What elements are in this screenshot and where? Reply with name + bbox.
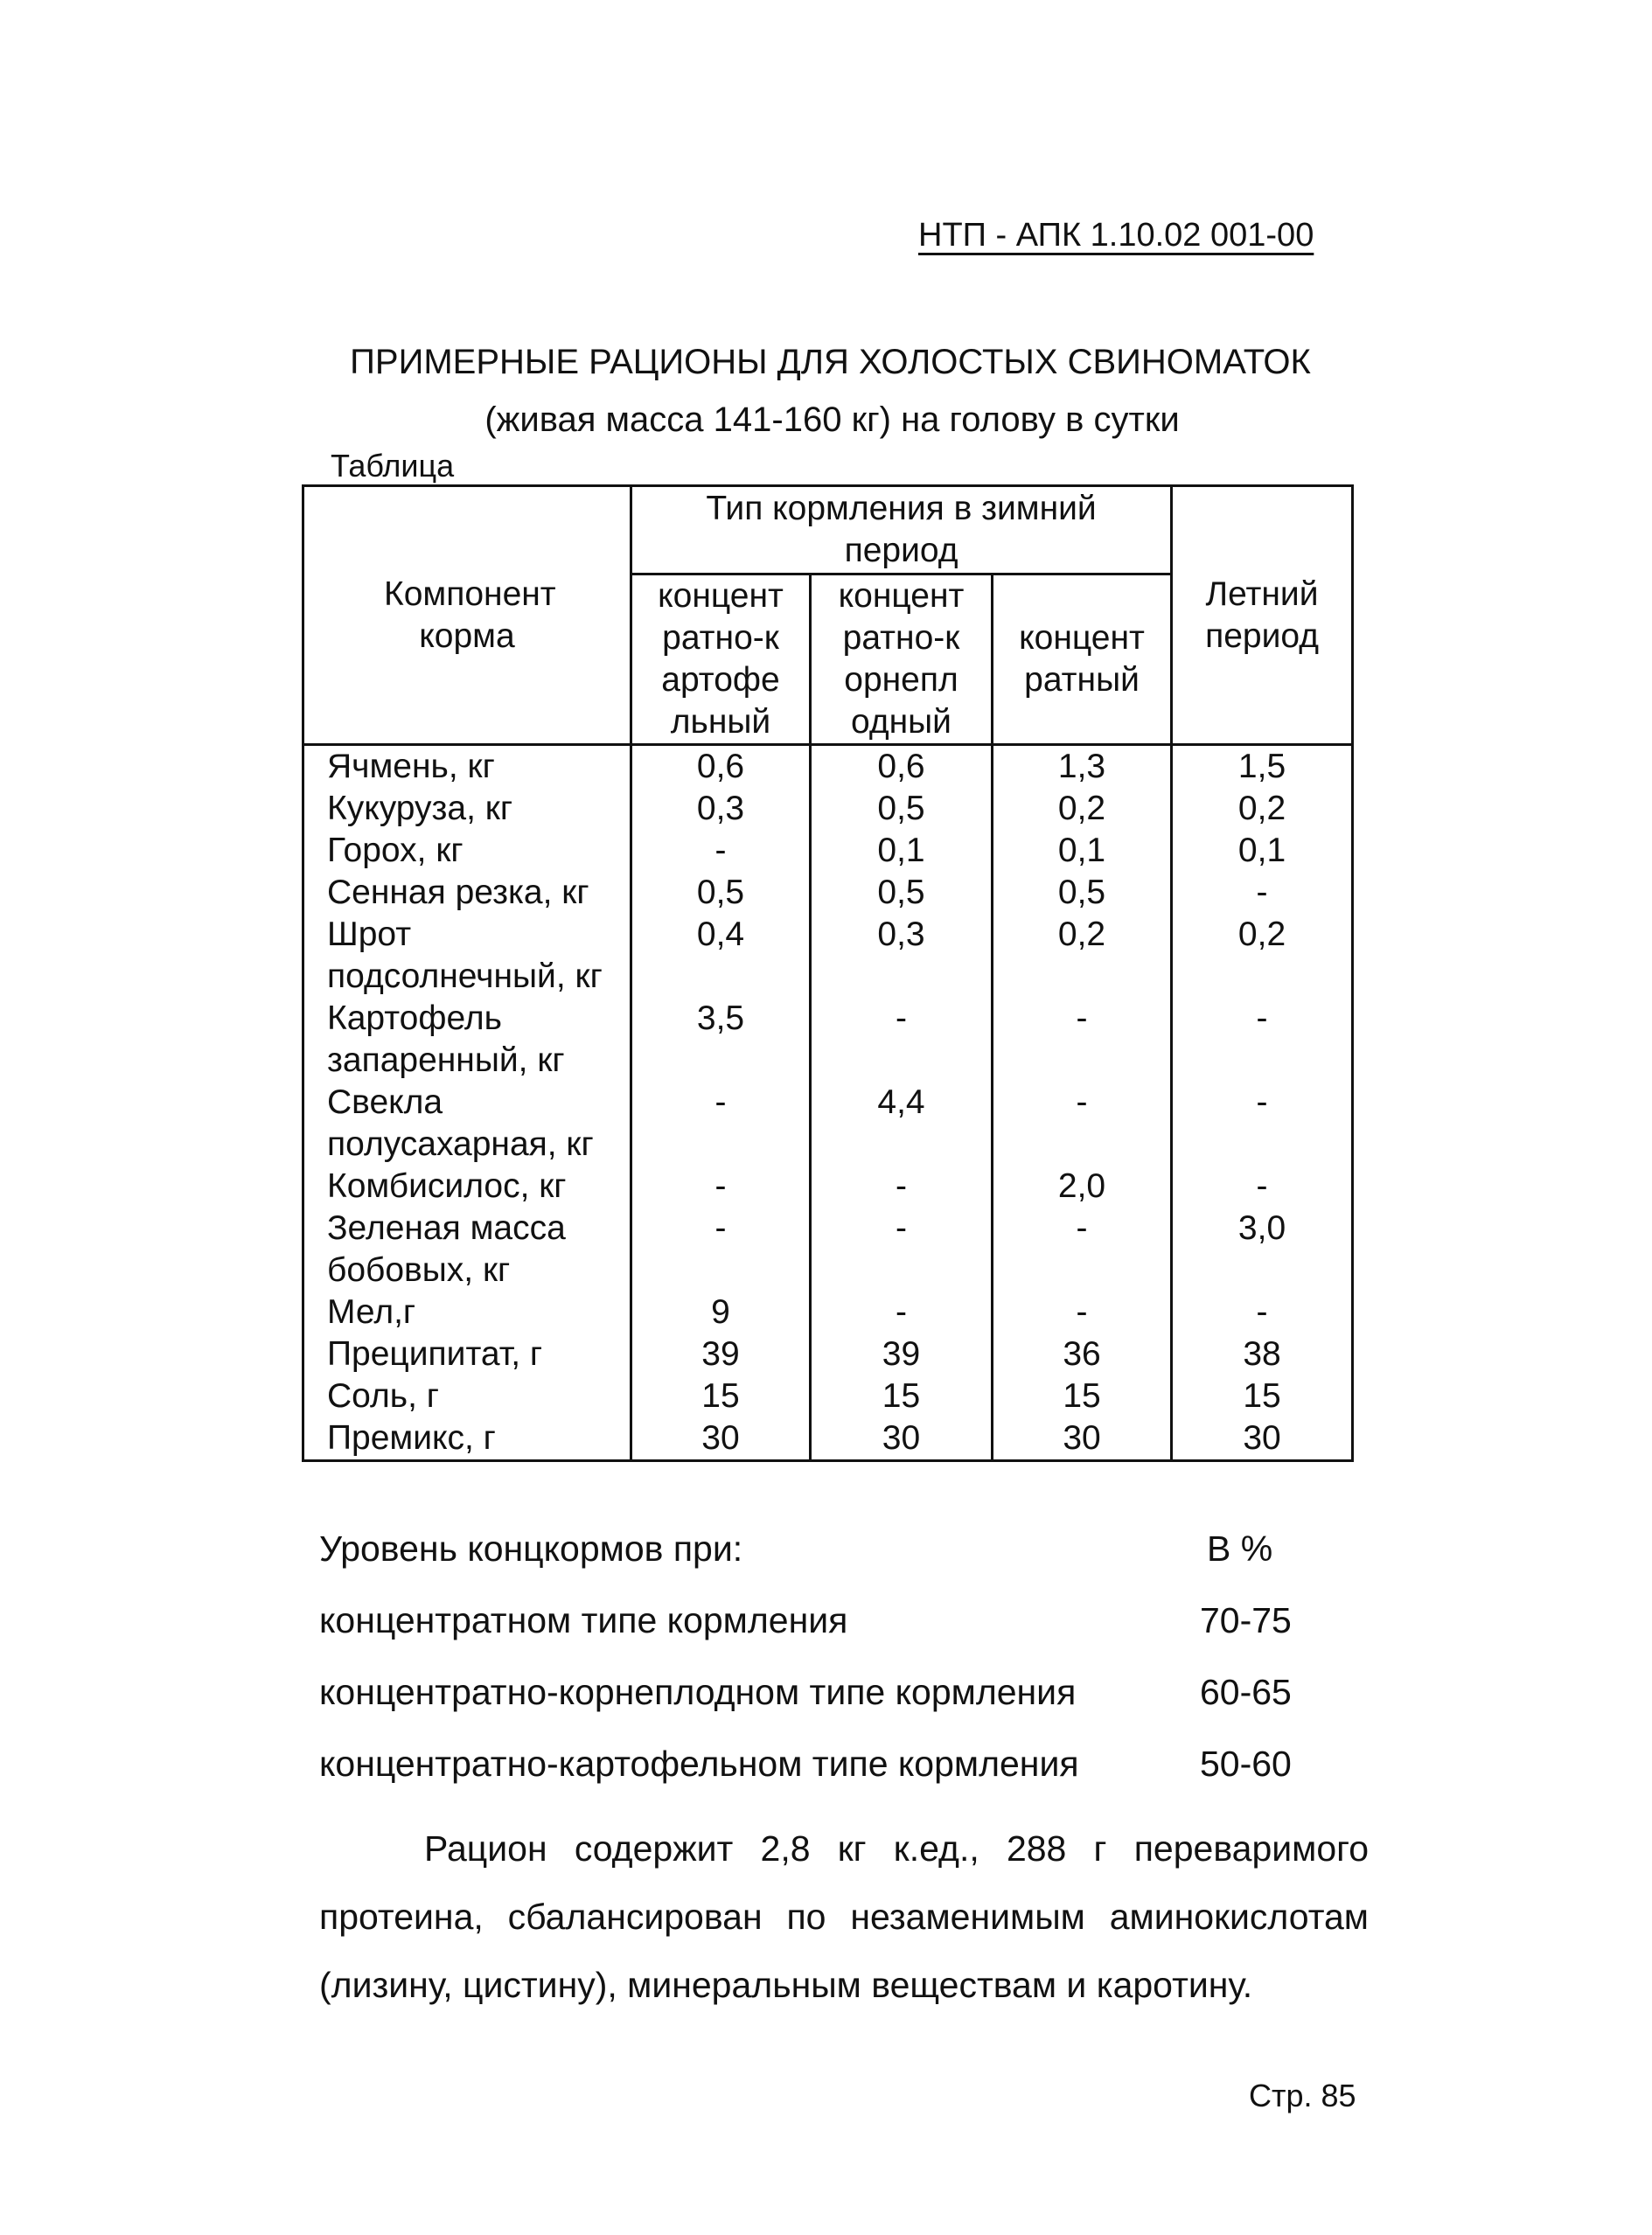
concentrate-level-label: концентратном типе кормления	[319, 1600, 848, 1640]
table-row	[303, 1292, 1353, 1333]
value-cell: 30	[631, 1417, 811, 1461]
value-cell: 4,4	[811, 1082, 993, 1166]
component-name: Ячмень, кг	[303, 745, 631, 789]
value-cell: 30	[1172, 1417, 1353, 1461]
value-cell: -	[631, 1082, 811, 1166]
value-cell: -	[993, 998, 1172, 1082]
value-cell: 0,1	[1172, 830, 1353, 872]
value-cell: -	[1172, 1166, 1353, 1208]
value-cell: 36	[993, 1333, 1172, 1375]
component-name: Премикс, г	[303, 1417, 631, 1461]
value-cell: 0,3	[811, 914, 993, 998]
winter-period-header: Тип кормления в зимний период	[631, 486, 1172, 574]
concentrate-level-label: концентратно-картофельном типе кормления	[319, 1744, 1079, 1784]
table-row	[303, 1166, 1353, 1208]
value-cell: -	[1172, 1082, 1353, 1166]
value-cell: 1,3	[993, 745, 1172, 789]
value-cell: 3,0	[1172, 1208, 1353, 1292]
table-row	[303, 1082, 1353, 1166]
ration-note-text: Рацион содержит 2,8 кг к.ед., 288 г переваримого протеина, сбалансирован по незаменимым аминокислотам (лизину, цистину), минеральным веществам и каротину.	[319, 1828, 1369, 2005]
table-row	[303, 1375, 1353, 1417]
subheader-concentrate-potato: концентратно-картофельный	[631, 574, 811, 745]
document-code: НТП - АПК 1.10.02 001-00	[918, 217, 1314, 254]
value-cell: 15	[631, 1375, 811, 1417]
component-name: Комбисилос, кг	[303, 1166, 631, 1208]
component-header: Компонент корма	[303, 486, 631, 745]
value-cell: 0,5	[811, 872, 993, 914]
value-cell: 39	[811, 1333, 993, 1375]
value-cell: 0,2	[1172, 914, 1353, 998]
value-cell: 30	[993, 1417, 1172, 1461]
table-row	[303, 830, 1353, 872]
table-row	[303, 998, 1353, 1082]
concentrate-level-value: 60-65	[1200, 1672, 1292, 1712]
value-cell: -	[1172, 998, 1353, 1082]
table-row	[303, 1333, 1353, 1375]
value-cell: 0,6	[631, 745, 811, 789]
value-cell: -	[993, 1292, 1172, 1333]
value-cell: -	[811, 998, 993, 1082]
table-title-line1: ПРИМЕРНЫЕ РАЦИОНЫ ДЛЯ ХОЛОСТЫХ СВИНОМАТОК	[350, 343, 1311, 381]
concentrate-levels-heading: Уровень концкормов при:	[319, 1528, 743, 1569]
value-cell: -	[993, 1208, 1172, 1292]
table-row	[303, 788, 1353, 830]
value-cell: -	[811, 1292, 993, 1333]
value-cell: 0,2	[993, 788, 1172, 830]
value-cell: -	[1172, 872, 1353, 914]
component-name: Горох, кг	[303, 830, 631, 872]
table-row	[303, 1208, 1353, 1292]
table-row	[303, 872, 1353, 914]
value-cell: 0,5	[811, 788, 993, 830]
value-cell: 0,5	[631, 872, 811, 914]
value-cell: 15	[993, 1375, 1172, 1417]
value-cell: -	[811, 1208, 993, 1292]
page-number: Стр. 85	[1249, 2078, 1356, 2113]
value-cell: 38	[1172, 1333, 1353, 1375]
component-name: Картофель запаренный, кг	[303, 998, 631, 1082]
value-cell: 0,1	[811, 830, 993, 872]
value-cell: 0,1	[993, 830, 1172, 872]
table-title-line2: (живая масса 141-160 кг) на голову в сутки	[484, 400, 1180, 439]
component-name: Зеленая масса бобовых, кг	[303, 1208, 631, 1292]
value-cell: 0,2	[993, 914, 1172, 998]
value-cell: 39	[631, 1333, 811, 1375]
component-name: Шрот подсолнечный, кг	[303, 914, 631, 998]
ration-table	[302, 484, 1354, 1462]
table-row	[303, 1417, 1353, 1461]
value-cell: 0,5	[993, 872, 1172, 914]
table-row	[303, 914, 1353, 998]
value-cell: 30	[811, 1417, 993, 1461]
value-cell: 0,4	[631, 914, 811, 998]
value-cell: -	[631, 1208, 811, 1292]
component-name: Мел,г	[303, 1292, 631, 1333]
value-cell: -	[631, 830, 811, 872]
value-cell: -	[1172, 1292, 1353, 1333]
value-cell: -	[811, 1166, 993, 1208]
subheader-concentrate: концентратный	[993, 574, 1172, 745]
ration-note	[319, 1814, 1369, 2019]
value-cell: 1,5	[1172, 745, 1353, 789]
summer-period-header: Летний период	[1172, 486, 1353, 745]
component-name: Кукуруза, кг	[303, 788, 631, 830]
value-cell: 2,0	[993, 1166, 1172, 1208]
component-name: Свекла полусахарная, кг	[303, 1082, 631, 1166]
component-name: Преципитат, г	[303, 1333, 631, 1375]
value-cell: 15	[811, 1375, 993, 1417]
value-cell: 15	[1172, 1375, 1353, 1417]
concentrate-level-label: концентратно-корнеплодном типе кормления	[319, 1672, 1077, 1712]
table-label: Таблица	[331, 448, 455, 484]
concentrate-level-value: 50-60	[1200, 1744, 1292, 1784]
concentrate-level-value: 70-75	[1200, 1600, 1292, 1640]
subheader-concentrate-root: концентратно-корнеплодный	[811, 574, 993, 745]
value-cell: 3,5	[631, 998, 811, 1082]
value-cell: 0,6	[811, 745, 993, 789]
table-row	[303, 745, 1353, 789]
value-cell: 0,3	[631, 788, 811, 830]
value-cell: 0,2	[1172, 788, 1353, 830]
component-name: Соль, г	[303, 1375, 631, 1417]
component-name: Сенная резка, кг	[303, 872, 631, 914]
value-cell: 9	[631, 1292, 811, 1333]
value-cell: -	[631, 1166, 811, 1208]
value-cell: -	[993, 1082, 1172, 1166]
concentrate-levels-unit: В %	[1207, 1528, 1273, 1569]
